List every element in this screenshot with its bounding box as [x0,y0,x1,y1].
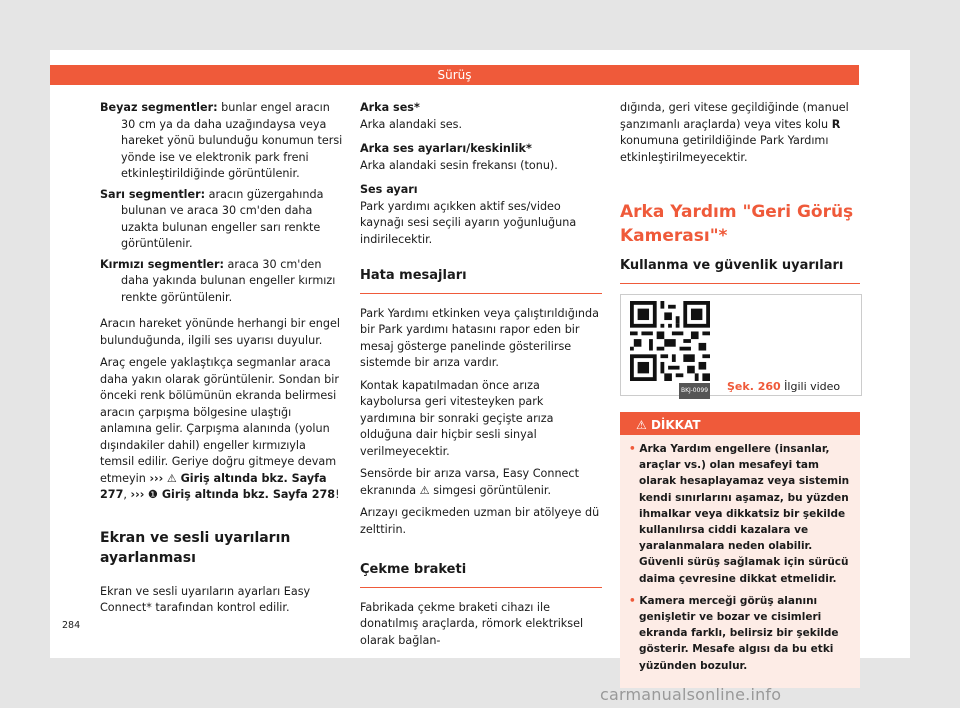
setting-desc: Park yardımı açıkken aktif ses/video kaynağı sesi seçili ayarın yoğunluğuna indirilecektir. [360,199,577,246]
warning-header [620,415,860,436]
definition-red [100,257,343,307]
warning-body [620,435,860,688]
term: Kırmızı segmentler: [100,257,224,271]
setting-label: Arka ses* [360,101,420,114]
arrow-icon: ››› [130,488,145,501]
paragraph-text: Sensörde bir arıza varsa, Easy Connect ekranında [360,467,579,497]
watermark: carmanualsonline.info [600,685,782,704]
paragraph: Park Yardımı etkinken veya çalıştırıldığında bir Park yardımı hatasını rapor eden bir mesaj gösterge panelinde gösterilirse sistemde bir arıza vardır. [360,306,599,369]
figure-caption [727,379,840,396]
list-item-text: Arka Yardım engellere (insanlar, araçlar vs.) olan mesafeyi tam olarak hesaplayamaz veya sistemin kendi sınırlarını aşamaz, bu yüzden ihmalkar veya dikkatsiz bir şekilde kullanılırsa ciddi kazalara ve yaralanmalara neden olabilir. Güvenli sürüş sağlamak için sürücü daima çevresine dikkat etmelidir. [639,443,850,585]
paragraph: Aracın hareket yönünde herhangi bir engel bulunduğunda, ilgili ses uyarısı duyulur. [100,317,340,347]
column-middle [360,100,602,655]
paragraph-text: Araç engele yaklaştıkça segmanlar araca daha yakın olarak görüntülenir. Sondan bir önceki renk bölümünün ekranda belirmesi aracın çarpışma bölgesine ulaştığı anlamına gelir. Çarpışma alanında (yolun dışındakiler dahil) engeller kırmızıyla temsil edilir. Geriye doğru gitmeye devam etmeyin [100,356,339,485]
column-left [100,100,343,623]
warning-icon: ⚠ [166,471,177,485]
setting-desc: Arka alandaki ses. [360,117,463,131]
list-item-text: Kamera merceği görüş alanını genişletir ve bozar ve cisimleri ekranda farklı, belirsiz bir şekilde gösterir. Mesafe algısı da bu etki yüzünden bozulur. [639,594,839,672]
paragraph: Ekran ve sesli uyarıların ayarları Easy Connect* tarafından kontrol edilir. [100,584,311,614]
setting-label: Ses ayarı [360,183,418,196]
bullet-icon: • [629,594,636,607]
definition-text: aracın güzergahında bulunan ve araca 30 cm'den daha uzakta bulunan engeller sarı renkte görüntülenir. [121,187,324,250]
figure-code: BKJ-0099 [679,383,710,400]
page-number: 284 [62,620,81,631]
definition-yellow [100,187,343,253]
paragraph-text: konumuna getirildiğinde Park Yardımı etkinleştirilmeyecektir. [620,134,829,164]
figure-text: İlgili video [780,379,841,393]
warning-icon: ⚠ [636,417,647,432]
bullet-icon: • [629,443,636,455]
definition-white [100,100,343,183]
warning-title: DİKKAT [650,417,701,432]
cross-reference-link[interactable]: Giriş altında bkz. Sayfa 278 [157,488,336,501]
info-icon: ❶ [147,488,158,501]
definition-text: araca 30 cm'den daha yakında bulunan engeller kırmızı renkte görüntülenir. [121,257,336,304]
paragraph-text: simgesi görüntülenir. [429,483,552,497]
paragraph: Arızayı gecikmeden uzman bir atölyeye dü zelttirin. [360,506,600,536]
cross-reference-link[interactable]: Giriş altında bkz. Sayfa 277 [100,471,327,501]
section-heading: Ekran ve sesli uyarıların ayarlanması [100,529,291,566]
definition-text: bunlar engel aracın 30 cm ya da daha uzağındaysa veya hareket yönü bulunduğu konumun tersi yönde ise ve elektronik park freni etkinleştirildiğinde görüntülenir. [121,101,343,180]
column-right [620,100,860,688]
warning-icon: ⚠ [419,483,430,497]
figure [620,294,862,396]
paragraph: Araç engele yaklaştıkça segmanlar araca daha yakın olarak görüntülenir. Sondan bir önceki renk bölümünün ekranda belirmesi aracın çarpışma bölgesine ulaştığı anlamına gelir. Çarpışma alanında (yolun dışındakiler dahil) engeller kırmızıyla temsil edilir. Geriye doğru gitmeye devam etmeyin ››› ⚠ Giriş altında bkz. Sayfa 277, ››› ❶ Giriş altında bkz. Sayfa 278! [100,356,340,501]
setting-label: Arka ses ayarları/keskinlik* [360,142,532,155]
term: Beyaz segmentler: [100,101,218,114]
qr-code-icon[interactable] [629,301,711,381]
paragraph [360,466,602,499]
term: Sarı segmentler: [100,187,206,201]
setting-desc: Arka alandaki sesin frekansı (tonu). [360,158,558,172]
warning-box [620,412,860,688]
arrow-icon: ››› [149,471,164,485]
paragraph: Fabrikada çekme braketi cihazı ile donatılmış araçlarda, römork elektriksel olarak bağlan- [360,600,584,647]
chapter-heading: Arka Yardım "Geri Görüş Kamerası"* [620,202,854,246]
subsection-heading: Çekme braketi [360,562,602,588]
paragraph-text: dığında, geri vitese geçildiğinde (manuel şanzımanlı araçlarda) veya vites kolu [620,101,849,131]
paragraph [620,100,860,166]
figure-number: Şek. 260 [727,379,781,393]
subsection-heading: Hata mesajları [360,268,602,294]
list-item [628,593,852,674]
list-item [628,441,852,587]
gear-r: R [831,117,841,131]
section-header: Sürüş [50,65,859,85]
paragraph: Kontak kapatılmadan önce arıza kaybolursa geri vitesteyken park yardımına bir sonraki geçişte arıza olduğuna dair hiçbir sesli sinyal verilmeyecektir. [360,378,554,458]
subsection-heading: Kullanma ve güvenlik uyarıları [620,258,860,284]
